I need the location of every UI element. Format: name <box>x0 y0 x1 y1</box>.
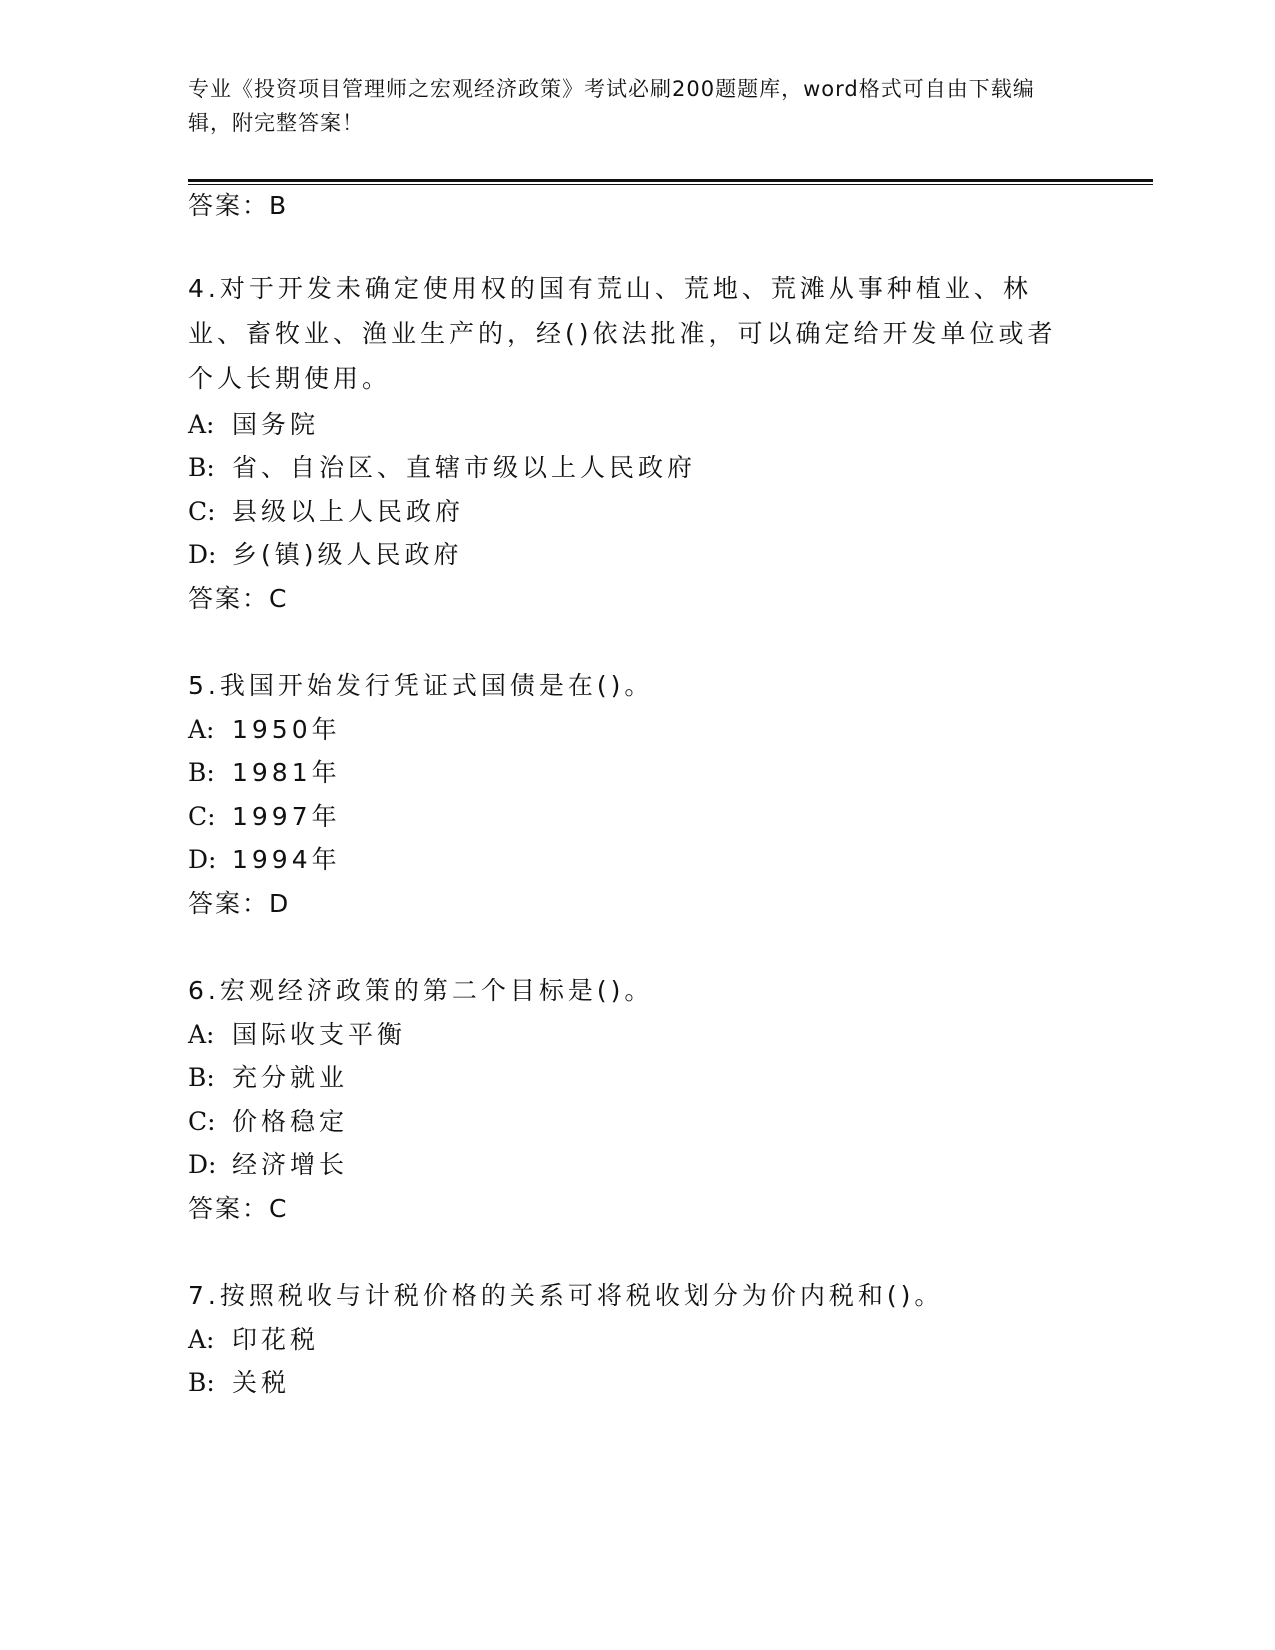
question-5-option-d <box>188 840 341 876</box>
question-6-text: 6.宏观经济政策的第二个目标是()。 <box>188 976 654 1005</box>
option-letter: A: <box>188 1325 215 1354</box>
question-4-option-c <box>188 492 464 528</box>
question-5-option-b <box>188 753 341 789</box>
option-letter: B: <box>188 453 215 482</box>
option-letter: A: <box>188 1020 215 1049</box>
option-text: 国际收支平衡 <box>232 1020 407 1049</box>
question-6-option-a <box>188 1015 406 1051</box>
question-6-option-b <box>188 1058 348 1094</box>
document-header: 专业《投资项目管理师之宏观经济政策》考试必刷200题题库，word格式可自由下载编辑，附完整答案！ <box>188 77 1035 135</box>
question-7-option-a <box>188 1320 319 1356</box>
option-text: 关税 <box>232 1368 291 1397</box>
question-5-option-c <box>188 797 341 833</box>
option-text: 1997年 <box>232 802 341 831</box>
option-text: 乡(镇)级人民政府 <box>232 540 463 569</box>
option-letter: B: <box>188 1368 215 1397</box>
header-divider-thick <box>188 179 1153 182</box>
option-letter: D: <box>188 845 217 874</box>
question-4-option-b <box>188 448 696 484</box>
question-7-text: 7.按照税收与计税价格的关系可将税收划分为价内税和()。 <box>188 1281 944 1310</box>
option-letter: B: <box>188 1063 215 1092</box>
header-divider-thin <box>188 184 1153 185</box>
question-4-option-d <box>188 535 463 571</box>
question-5-text: 5.我国开始发行凭证式国债是在()。 <box>188 671 654 700</box>
option-text: 国务院 <box>232 410 320 439</box>
option-letter: C: <box>188 1107 216 1136</box>
option-letter: A: <box>188 410 215 439</box>
option-text: 1981年 <box>232 758 341 787</box>
question-6-answer: 答案：C <box>188 1194 289 1223</box>
option-letter: D: <box>188 540 217 569</box>
question-4-answer: 答案：C <box>188 584 289 613</box>
answer-prev: 答案：B <box>188 191 289 220</box>
option-text: 印花税 <box>232 1325 320 1354</box>
option-letter: C: <box>188 802 216 831</box>
option-text: 1994年 <box>232 845 341 874</box>
question-6-option-c <box>188 1102 348 1138</box>
question-4-option-a <box>188 405 319 441</box>
question-7-option-b <box>188 1363 290 1399</box>
option-letter: C: <box>188 497 216 526</box>
option-letter: D: <box>188 1150 217 1179</box>
question-4-text: 4.对于开发未确定使用权的国有荒山、荒地、荒滩从事种植业、林业、畜牧业、渔业生产的，经()依法批准，可以确定给开发单位或者个人长期使用。 <box>188 274 1057 393</box>
option-text: 省、自治区、直辖市级以上人民政府 <box>232 453 697 482</box>
option-text: 充分就业 <box>232 1063 349 1092</box>
question-5-answer: 答案：D <box>188 889 291 918</box>
question-6-option-d <box>188 1145 348 1181</box>
option-text: 1950年 <box>232 715 341 744</box>
question-5-option-a <box>188 710 341 746</box>
option-text: 县级以上人民政府 <box>232 497 465 526</box>
option-text: 价格稳定 <box>232 1107 349 1136</box>
option-letter: B: <box>188 758 215 787</box>
option-letter: A: <box>188 715 215 744</box>
option-text: 经济增长 <box>232 1150 349 1179</box>
